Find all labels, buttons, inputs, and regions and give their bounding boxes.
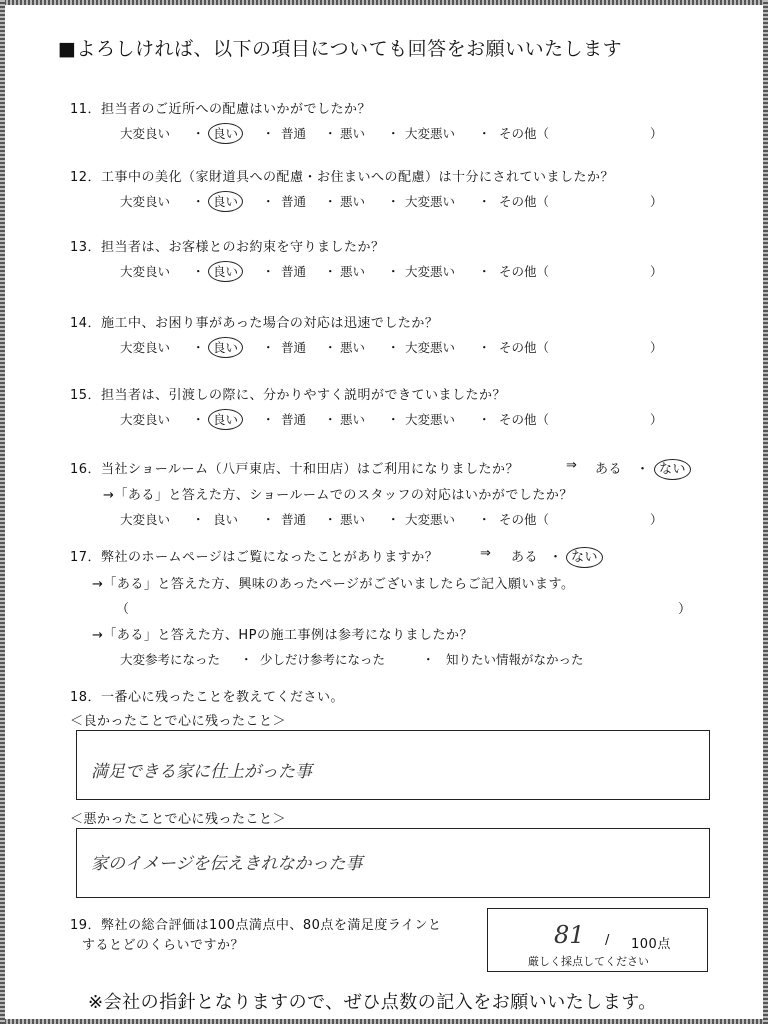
- q19-max: 100点: [631, 937, 671, 952]
- question-11-option-1[interactable]: 大変良い: [120, 126, 171, 141]
- question-15-separator-dot: ・: [324, 412, 337, 427]
- q18-good-answer: 満足できる家に仕上がった事: [91, 762, 312, 782]
- footer-note: ※会社の指針となりますので、ぜひ点数の記入をお願いいたします。: [88, 992, 657, 1013]
- q16-option-4[interactable]: 悪い: [340, 512, 366, 527]
- question-12-option-4[interactable]: 悪い: [340, 194, 366, 209]
- q16-separator-dot: ・: [262, 512, 275, 527]
- q16-option-2[interactable]: 良い: [213, 512, 239, 527]
- page-border-left: [0, 0, 5, 1024]
- question-15-option-2[interactable]: [213, 410, 238, 428]
- q19-score-box[interactable]: [487, 908, 708, 972]
- question-13-separator-dot: ・: [192, 264, 205, 279]
- question-15-separator-dot: ・: [262, 412, 275, 427]
- question-13-separator-dot: ・: [262, 264, 275, 279]
- question-11-selected-circle: 良い: [208, 123, 243, 144]
- question-12-option-2[interactable]: [213, 192, 238, 210]
- q16-text: 16．当社ショールーム（八戸東店、十和田店）はご利用になりましたか？: [70, 462, 520, 477]
- question-14-text: 14．施工中、お困り事があった場合の対応は迅速でしたか？: [70, 316, 439, 331]
- question-11-separator-dot: ・: [478, 126, 491, 141]
- question-14-separator-dot: ・: [262, 340, 275, 355]
- q16-nai-circle: ない: [654, 459, 691, 480]
- q16-option-nai[interactable]: [659, 458, 686, 477]
- q17-choice-3[interactable]: 知りたい情報がなかった: [446, 652, 584, 667]
- q17-paren-close: ）: [678, 602, 692, 617]
- question-14-paren-close: ）: [650, 340, 663, 355]
- q16-paren-close: ）: [650, 512, 663, 527]
- question-14-option-2[interactable]: [213, 338, 238, 356]
- question-14-separator-dot: ・: [324, 340, 337, 355]
- question-13-paren-close: ）: [650, 264, 663, 279]
- question-14-separator-dot: ・: [192, 340, 205, 355]
- q19-line1: 19．弊社の総合評価は100点満点中、80点を満足度ラインと: [70, 918, 442, 933]
- q17-nai-circle: ない: [566, 547, 603, 568]
- q17-choice-1[interactable]: 大変参考になった: [120, 652, 221, 667]
- question-11-option-6[interactable]: その他（: [499, 126, 550, 141]
- question-11-option-3[interactable]: 普通: [281, 126, 307, 141]
- question-15-separator-dot: ・: [478, 412, 491, 427]
- question-14-option-1[interactable]: 大変良い: [120, 340, 171, 355]
- q19-score: 81: [554, 921, 585, 949]
- q16-separator-dot: ・: [192, 512, 205, 527]
- q17-sub2: →「ある」と答えた方、HPの施工事例は参考になりましたか？: [92, 628, 474, 643]
- q16-option-6[interactable]: その他（: [499, 512, 550, 527]
- page-border-top: [0, 0, 768, 5]
- question-11-separator-dot: ・: [262, 126, 275, 141]
- q16-option-1[interactable]: 大変良い: [120, 512, 171, 527]
- question-12-separator-dot: ・: [478, 194, 491, 209]
- question-11-separator-dot: ・: [192, 126, 205, 141]
- question-13-text: 13．担当者は、お客様とのお約束を守りましたか？: [70, 240, 385, 255]
- question-15-selected-circle: 良い: [208, 409, 243, 430]
- q16-arrow: ⇒: [566, 458, 578, 473]
- q18-good-label: ＜良かったことで心に残ったこと＞: [70, 714, 287, 729]
- q18-bad-answer: 家のイメージを伝えきれなかった事: [91, 854, 363, 874]
- q16-separator-dot: ・: [387, 512, 400, 527]
- q17-option-aru[interactable]: ある: [511, 550, 539, 565]
- q16-sub: →「ある」と答えた方、ショールームでのスタッフの対応はいかがでしたか？: [103, 488, 573, 503]
- question-11-paren-close: ）: [650, 126, 663, 141]
- survey-header: ■よろしければ、以下の項目についても回答をお願いいたします: [58, 38, 623, 60]
- question-13-option-5[interactable]: 大変悪い: [405, 264, 456, 279]
- question-12-paren-close: ）: [650, 194, 663, 209]
- q18-text: 18．一番心に残ったことを教えてください。: [70, 690, 345, 705]
- question-13-separator-dot: ・: [387, 264, 400, 279]
- question-13-option-4[interactable]: 悪い: [340, 264, 366, 279]
- q18-bad-label: ＜悪かったことで心に残ったこと＞: [70, 812, 287, 827]
- question-15-option-5[interactable]: 大変悪い: [405, 412, 456, 427]
- question-12-separator-dot: ・: [262, 194, 275, 209]
- question-14-selected-circle: 良い: [208, 337, 243, 358]
- question-12-selected-circle: 良い: [208, 191, 243, 212]
- question-15-text: 15．担当者は、引渡しの際に、分かりやすく説明ができていましたか？: [70, 388, 507, 403]
- q17-choice-2[interactable]: 少しだけ参考になった: [260, 652, 386, 667]
- question-13-separator-dot: ・: [478, 264, 491, 279]
- q19-note: 厳しく採点してください: [528, 955, 649, 968]
- question-12-separator-dot: ・: [324, 194, 337, 209]
- question-13-selected-circle: 良い: [208, 261, 243, 282]
- q16-option-5[interactable]: 大変悪い: [405, 512, 456, 527]
- question-12-option-3[interactable]: 普通: [281, 194, 307, 209]
- q18-good-answer-box[interactable]: [76, 730, 710, 800]
- question-15-separator-dot: ・: [387, 412, 400, 427]
- question-14-separator-dot: ・: [478, 340, 491, 355]
- question-15-option-4[interactable]: 悪い: [340, 412, 366, 427]
- q16-option-aru[interactable]: ある: [595, 462, 623, 477]
- question-15-option-3[interactable]: 普通: [281, 412, 307, 427]
- q17-arrow: ⇒: [480, 546, 492, 561]
- q17-sub1: →「ある」と答えた方、興味のあったページがございましたらご記入願います。: [92, 577, 575, 592]
- question-14-separator-dot: ・: [387, 340, 400, 355]
- question-13-separator-dot: ・: [324, 264, 337, 279]
- q19-slash: /: [605, 933, 610, 948]
- question-13-option-6[interactable]: その他（: [499, 264, 550, 279]
- q17-paren-open: （: [116, 602, 130, 617]
- question-14-option-6[interactable]: その他（: [499, 340, 550, 355]
- question-11-option-2[interactable]: [213, 124, 238, 142]
- question-11-text: 11．担当者のご近所への配慮はいかがでしたか？: [70, 102, 372, 117]
- question-11-option-4[interactable]: 悪い: [340, 126, 366, 141]
- page-border-right: [763, 0, 768, 1024]
- q16-dot: ・: [636, 462, 650, 477]
- question-11-option-5[interactable]: 大変悪い: [405, 126, 456, 141]
- question-14-option-3[interactable]: 普通: [281, 340, 307, 355]
- question-15-option-1[interactable]: 大変良い: [120, 412, 171, 427]
- q17-choice-dot-1: ・: [240, 652, 253, 667]
- question-12-option-5[interactable]: 大変悪い: [405, 194, 456, 209]
- question-12-separator-dot: ・: [192, 194, 205, 209]
- q17-text: 17．弊社のホームページはご覧になったことがありますか？: [70, 550, 439, 565]
- question-13-option-1[interactable]: 大変良い: [120, 264, 171, 279]
- page-border-bottom: [0, 1019, 768, 1024]
- question-15-option-6[interactable]: その他（: [499, 412, 550, 427]
- q17-choice-dot-2: ・: [422, 652, 435, 667]
- q18-bad-answer-box[interactable]: [76, 828, 710, 898]
- question-11-separator-dot: ・: [387, 126, 400, 141]
- q16-separator-dot: ・: [324, 512, 337, 527]
- q17-dot: ・: [549, 550, 563, 565]
- question-12-separator-dot: ・: [387, 194, 400, 209]
- question-11-separator-dot: ・: [324, 126, 337, 141]
- question-14-option-5[interactable]: 大変悪い: [405, 340, 456, 355]
- q19-line2: するとどのくらいですか？: [82, 938, 245, 953]
- question-12-option-6[interactable]: その他（: [499, 194, 550, 209]
- q17-option-nai[interactable]: [571, 546, 598, 565]
- question-15-paren-close: ）: [650, 412, 663, 427]
- question-13-option-2[interactable]: [213, 262, 238, 280]
- question-13-option-3[interactable]: 普通: [281, 264, 307, 279]
- q16-option-3[interactable]: 普通: [281, 512, 307, 527]
- question-12-text: 12．工事中の美化（家財道具への配慮・お住まいへの配慮）は十分にされていましたか？: [70, 170, 615, 185]
- question-12-option-1[interactable]: 大変良い: [120, 194, 171, 209]
- question-15-separator-dot: ・: [192, 412, 205, 427]
- question-14-option-4[interactable]: 悪い: [340, 340, 366, 355]
- q16-separator-dot: ・: [478, 512, 491, 527]
